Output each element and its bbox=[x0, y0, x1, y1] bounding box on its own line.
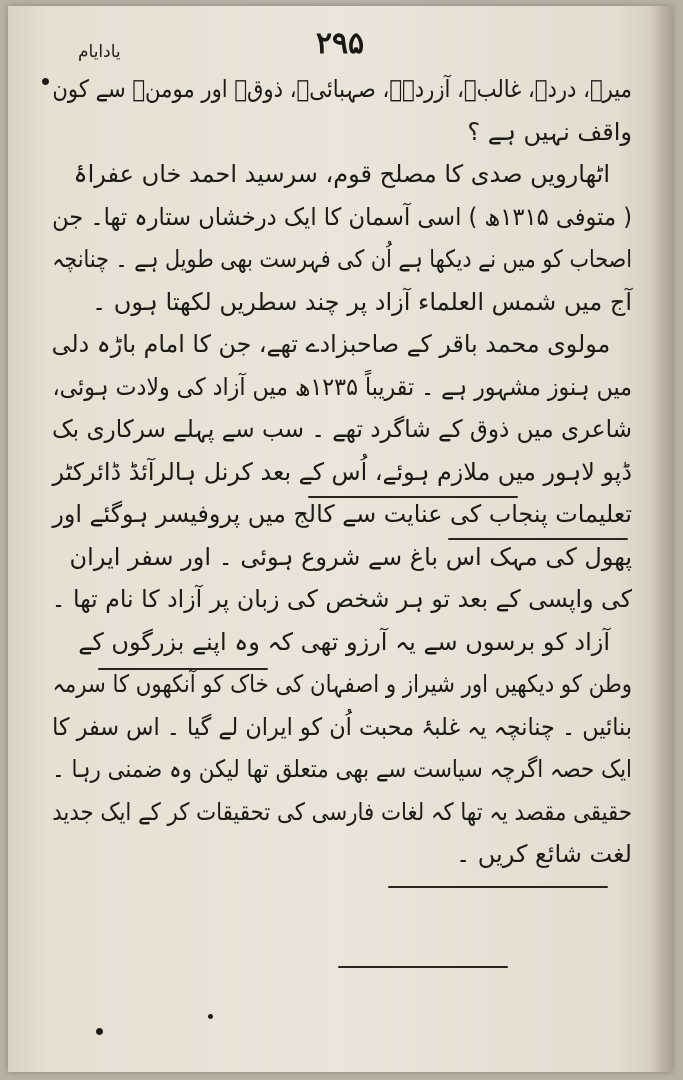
text-line: بنائیں ۔ چنانچہ یہ غلبۂ محبت اُن کو ایران لے گیا ۔ اس سفر کا bbox=[52, 712, 632, 741]
page-number: ۲۹۵ bbox=[315, 26, 365, 61]
text-line: ( متوفی ۱۳۱۵ھ ) اسی آسمان کا ایک درخشاں ستارہ تھا۔ جن bbox=[52, 202, 632, 231]
text-line: میرؔ، دردؔ، غالبؔ، آزردہؔ، صہبائیؔ، ذوقؔ اور مومنؔ سے کون bbox=[52, 75, 632, 103]
margin-dot bbox=[208, 1014, 213, 1019]
page-spine-shadow bbox=[650, 6, 672, 1072]
text-line: واقف نہیں ہے ؟ bbox=[467, 117, 632, 146]
text-line: آج میں شمس العلماء آزاد پر چند سطریں لکھتا ہوں ۔ bbox=[92, 287, 632, 316]
running-head: یادایام bbox=[78, 42, 121, 62]
pen-underline bbox=[338, 966, 508, 968]
text-line: اٹھارویں صدی کا مصلح قوم، سرسید احمد خاں عفراۂ bbox=[73, 160, 610, 188]
text-line: لغت شائع کریں ۔ bbox=[456, 840, 632, 868]
text-line: حقیقی مقصد یہ تھا کہ لغات فارسی کی تحقیقات کر کے ایک جدید bbox=[52, 797, 632, 826]
margin-dot bbox=[96, 1028, 103, 1035]
text-line: پھول کی مہک اس باغ سے شروع ہوئی ۔ اور سفر ایران bbox=[69, 542, 632, 571]
margin-dot bbox=[42, 78, 49, 85]
pen-underline bbox=[388, 886, 608, 888]
book-page bbox=[8, 6, 672, 1072]
text-line: تعلیمات پنجاب کی عنایت سے کالج میں پروفیسر ہوگئے اور bbox=[52, 500, 632, 528]
text-line: اصحاب کو میں نے دیکھا ہے اُن کی فہرست بھی طویل ہے ۔ چنانچہ bbox=[52, 245, 632, 273]
text-line: ایک حصہ اگرچہ سیاست سے بھی متعلق تھا لیکن وہ ضمنی رہا ۔ bbox=[52, 755, 632, 783]
text-line: آزاد کو برسوں سے یہ آرزو تھی کہ وہ اپنے بزرگوں کے bbox=[78, 627, 610, 656]
text-line: ڈپو لاہور میں ملازم ہوئے، اُس کے بعد کرنل ہالرآئڈ ڈائرکٹر bbox=[52, 457, 632, 486]
text-line: وطن کو دیکھیں اور شیراز و اصفہان کی خاک کو آنکھوں کا سرمہ bbox=[52, 670, 633, 698]
text-line: کی واپسی کے بعد تو ہر شخص کی زبان پر آزاد کا نام تھا ۔ bbox=[51, 585, 632, 613]
body-text bbox=[52, 68, 632, 876]
text-line: میں ہنوز مشہور ہے ۔ تقریباً ۱۲۳۵ھ میں آزاد کی ولادت ہوئی، bbox=[52, 372, 632, 401]
text-line: مولوی محمد باقر کے صاحبزادے تھے، جن کا امام باڑہ دلی bbox=[51, 330, 611, 358]
text-line: شاعری میں ذوق کے شاگرد تھے ۔ سب سے پہلے سرکاری بک bbox=[51, 415, 632, 443]
